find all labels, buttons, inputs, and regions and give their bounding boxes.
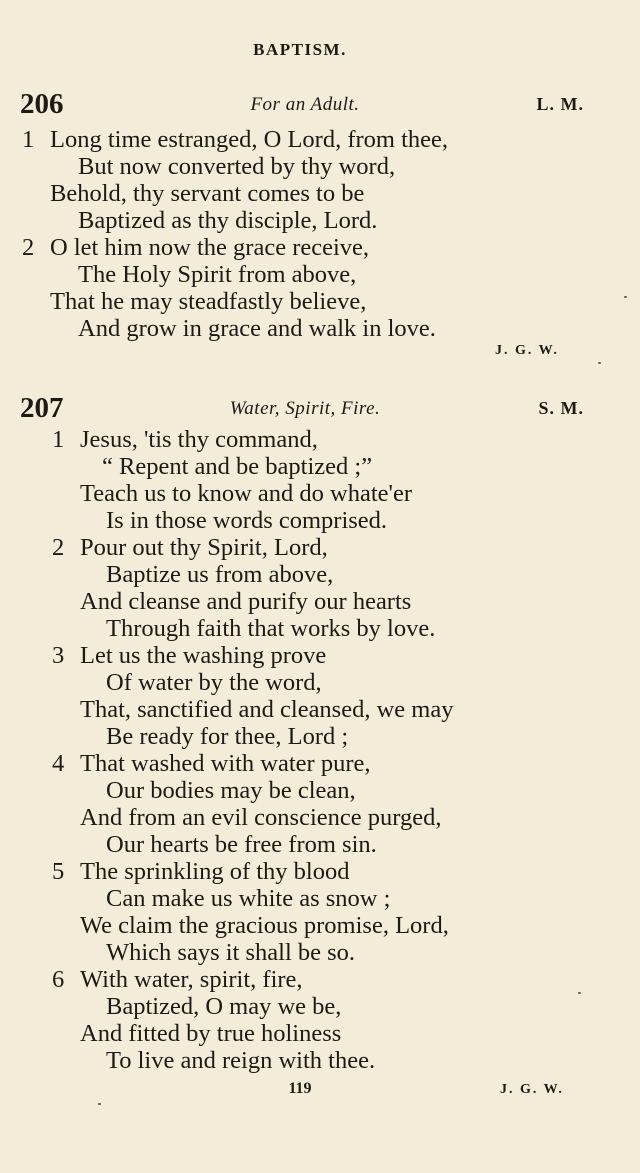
hymn-meter: S. M. (538, 398, 584, 418)
verse-line: And from an evil conscience purged, (80, 804, 442, 831)
verse-line: Let us the washing prove (80, 642, 327, 669)
verse-line: Behold, thy servant comes to be (50, 180, 365, 207)
verse-line: Be ready for thee, Lord ; (106, 723, 349, 750)
verse-line: Of water by the word, (106, 669, 322, 696)
hymn-meter: L. M. (536, 94, 584, 114)
verse-line: And cleanse and purify our hearts (80, 588, 412, 615)
verse-line: Long time estranged, O Lord, from thee, (50, 126, 449, 153)
print-speck (598, 362, 601, 364)
verse-line: And grow in grace and walk in love. (78, 315, 436, 342)
verse-line: Baptized as thy disciple, Lord. (78, 207, 378, 234)
page-number: 119 (288, 1080, 312, 1097)
section-title: BAPTISM. (253, 40, 347, 59)
verse-line: Our hearts be free from sin. (106, 831, 377, 858)
hymn-author: J. G. W. (500, 1082, 564, 1097)
hymn-title: Water, Spirit, Fire. (229, 398, 381, 419)
verse-line: Which says it shall be so. (106, 939, 356, 966)
print-speck (624, 296, 627, 298)
verse-line: The Holy Spirit from above, (78, 261, 357, 288)
verse-line: To live and reign with thee. (106, 1047, 376, 1074)
verse-number: 2 (22, 234, 35, 261)
verse-line: “ Repent and be baptized ;” (102, 453, 373, 480)
hymn-title: For an Adult. (250, 94, 360, 115)
verse-number: 2 (52, 534, 65, 561)
verse-number: 1 (52, 426, 65, 453)
verse-number: 1 (22, 126, 35, 153)
verse-line: Is in those words comprised. (106, 507, 388, 534)
hymn-number: 207 (20, 392, 64, 424)
verse-line: With water, spirit, fire, (80, 966, 303, 993)
verse-line: Our bodies may be clean, (106, 777, 356, 804)
verse-line: The sprinkling of thy blood (80, 858, 350, 885)
hymn-number: 206 (20, 88, 64, 120)
hymn-207-header (20, 392, 590, 424)
verse-line: Can make us white as snow ; (106, 885, 391, 912)
verse-line: We claim the gracious promise, Lord, (80, 912, 449, 939)
verse-line: Through faith that works by love. (106, 615, 436, 642)
verse-number: 3 (52, 642, 65, 669)
hymn-206-header (20, 88, 590, 120)
verse-line: Jesus, 'tis thy command, (80, 426, 318, 453)
verse-line: And fitted by true holiness (80, 1020, 342, 1047)
print-speck (98, 1103, 101, 1105)
verse-line: That washed with water pure, (80, 750, 371, 777)
verse-number: 4 (52, 750, 65, 777)
verse-line: Baptized, O may we be, (106, 993, 342, 1020)
verse-line: Baptize us from above, (106, 561, 334, 588)
verse-line: But now converted by thy word, (78, 153, 396, 180)
verse-line: Teach us to know and do whate'er (80, 480, 412, 507)
verse-line: That, sanctified and cleansed, we may (80, 696, 454, 723)
verse-number: 6 (52, 966, 65, 993)
verse-number: 5 (52, 858, 65, 885)
hymn-author: J. G. W. (495, 343, 559, 358)
verse-line: That he may steadfastly believe, (50, 288, 367, 315)
verse-line: Pour out thy Spirit, Lord, (80, 534, 328, 561)
print-speck (578, 992, 581, 994)
verse-line: O let him now the grace receive, (50, 234, 370, 261)
